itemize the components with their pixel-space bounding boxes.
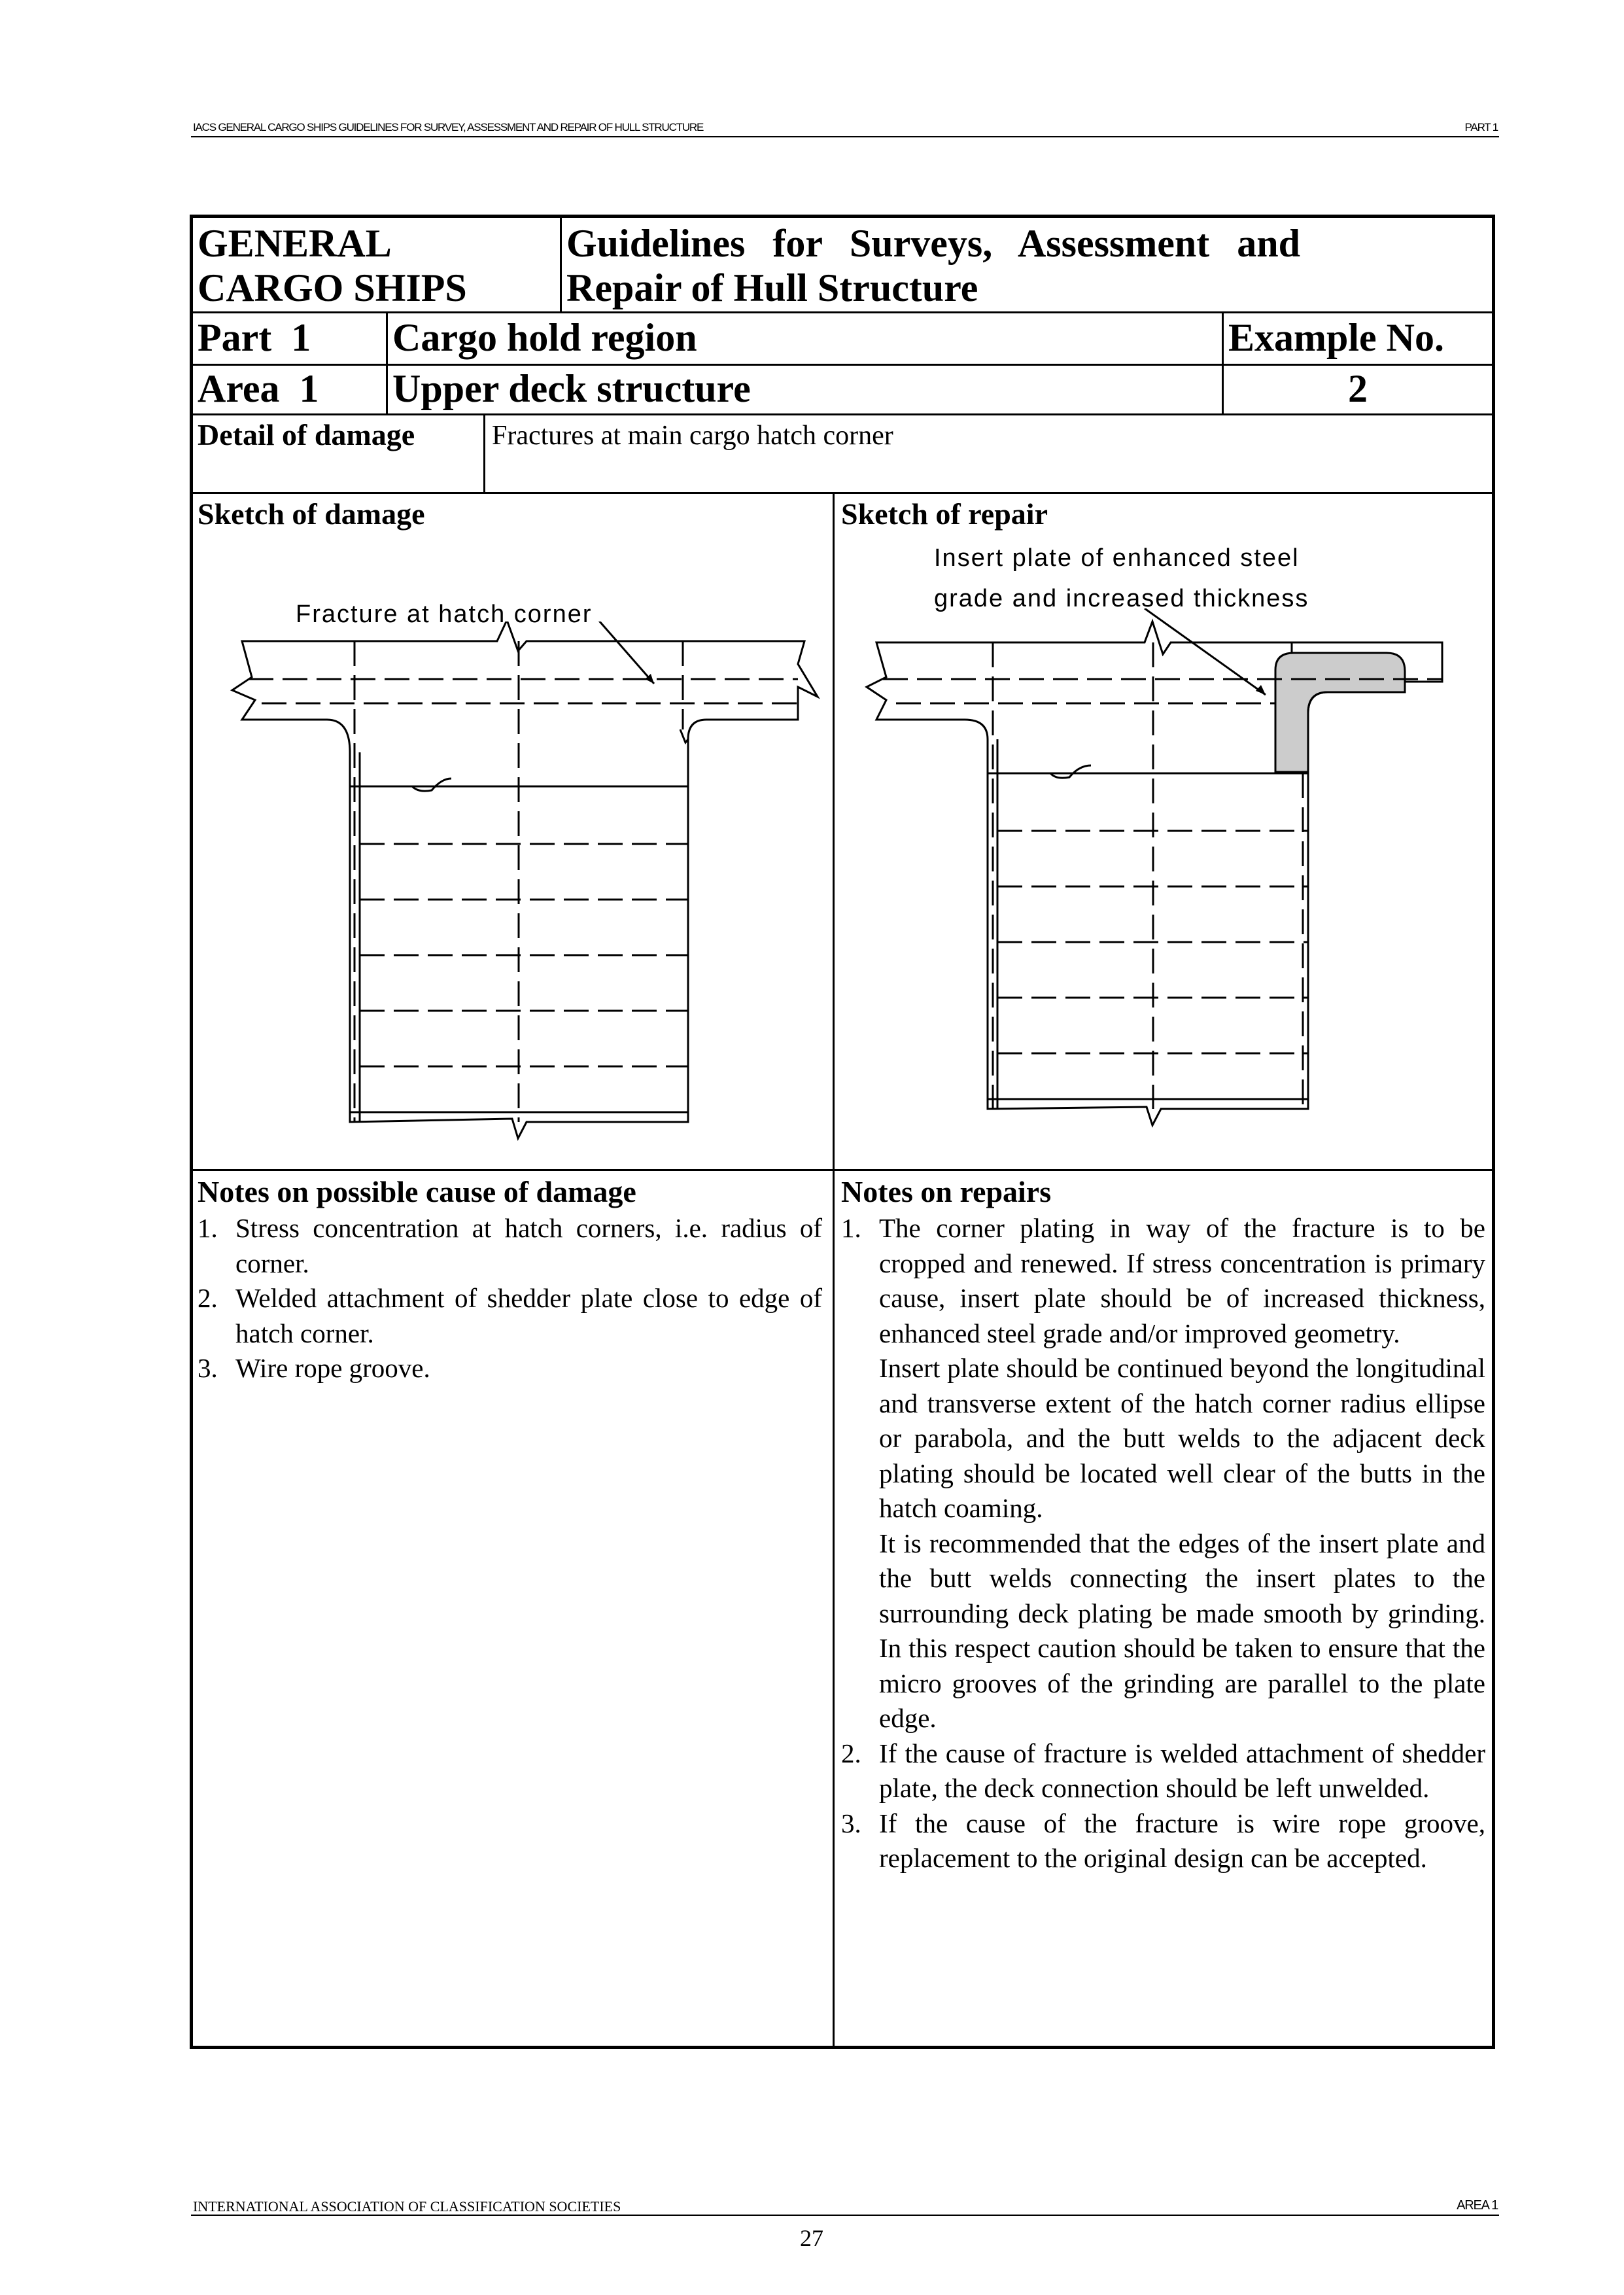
title-cargo-ships: CARGO SHIPS — [198, 266, 467, 309]
cause-item-1 — [198, 1211, 822, 1281]
title-guidelines-line2: Repair of Hull Structure — [566, 266, 978, 309]
part-label: Part 1 — [198, 316, 311, 359]
repair-item-1-para2: Insert plate should be continued beyond the longitudinal and transverse extent of the hatch corner radius ellipse or parabola, and the butt welds to the adjacent deck plating should be located well clear of the butts in the hatch coaming. — [879, 1353, 1485, 1523]
repair-item-1-para3: It is recommended that the edges of the insert plate and the butt welds connecting the insert plates to the surrounding deck plating be made smooth by grinding. In this respect caution should be taken to ensure that the micro grooves of the grinding are parallel to the plate edge. — [879, 1528, 1485, 1733]
cause-item-2-text: Welded attachment of shedder plate close to edge of hatch corner. — [235, 1283, 822, 1348]
running-header-right: PART 1 — [1464, 121, 1498, 133]
repair-item-1-num: 1. — [841, 1213, 861, 1243]
cause-item-3 — [198, 1351, 822, 1386]
cause-item-3-text: Wire rope groove. — [235, 1353, 430, 1383]
repair-item-1-text: The corner plating in way of the fracture is to be cropped and renewed. If stress concentration is primary cause, insert plate should be of increased thickness, enhanced steel grade and/or improved geometry. — [879, 1213, 1485, 1348]
part-value: Cargo hold region — [392, 316, 697, 359]
page-number: 27 — [800, 2225, 823, 2251]
notes-cause-heading: Notes on possible cause of damage — [198, 1175, 636, 1208]
title-guidelines-line1: Guidelines for Surveys, Assessment and — [566, 222, 1301, 265]
fracture-label: Fracture at hatch corner — [296, 601, 593, 628]
sketch-damage-heading: Sketch of damage — [198, 497, 425, 531]
example-label: Example No. — [1228, 316, 1444, 359]
title-right — [566, 221, 1489, 310]
detail-label: Detail of damage — [198, 418, 415, 451]
cause-item-2-num: 2. — [198, 1283, 218, 1313]
insert-plate-label — [934, 538, 1309, 619]
cause-item-2 — [198, 1281, 822, 1351]
repair-item-2-num: 2. — [841, 1738, 861, 1768]
repair-item-3-text: If the cause of the fracture is wire rope groove, replacement to the original design can be accepted. — [879, 1808, 1485, 1873]
footer-rule — [191, 2215, 1499, 2216]
title-general: GENERAL — [198, 222, 392, 265]
insert-plate-label-line2: grade and increased thickness — [934, 585, 1309, 612]
damage-sketch — [222, 622, 824, 1158]
cause-item-1-text: Stress concentration at hatch corners, i.e. radius of corner. — [235, 1213, 822, 1278]
sketch-repair-heading: Sketch of repair — [841, 497, 1048, 531]
notes-repairs-list — [841, 1211, 1485, 1876]
repair-item-2 — [841, 1736, 1485, 1806]
title-left — [198, 221, 467, 310]
insert-plate-label-line1: Insert plate of enhanced steel — [934, 544, 1300, 572]
footer-left: INTERNATIONAL ASSOCIATION OF CLASSIFICATION SOCIETIES — [193, 2198, 621, 2215]
area-value: Upper deck structure — [392, 367, 751, 410]
repair-item-2-text: If the cause of fracture is welded attachment of shedder plate, the deck connection should be left unwelded. — [879, 1738, 1485, 1803]
notes-repairs-heading: Notes on repairs — [841, 1175, 1052, 1208]
footer-right: AREA 1 — [1457, 2198, 1498, 2213]
area-label: Area 1 — [198, 367, 319, 410]
cause-item-1-num: 1. — [198, 1213, 218, 1243]
running-header-left: IACS GENERAL CARGO SHIPS GUIDELINES FOR SURVEY, ASSESSMENT AND REPAIR OF HULL STRUCTURE — [193, 121, 704, 133]
repair-item-1 — [841, 1211, 1485, 1351]
example-number: 2 — [1348, 367, 1368, 410]
notes-cause-list — [198, 1211, 822, 1386]
repair-item-3 — [841, 1806, 1485, 1876]
cause-item-3-num: 3. — [198, 1353, 218, 1383]
repair-sketch — [857, 608, 1472, 1145]
repair-item-3-num: 3. — [841, 1808, 861, 1838]
detail-value: Fractures at main cargo hatch corner — [492, 421, 893, 451]
header-rule — [191, 136, 1499, 137]
